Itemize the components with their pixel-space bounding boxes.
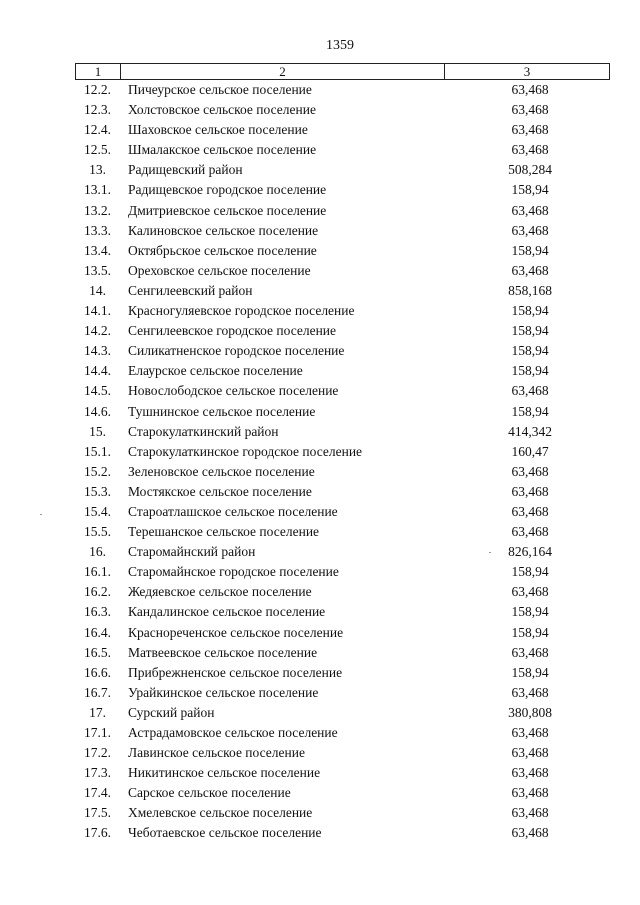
table-row	[75, 424, 610, 444]
municipality-name: Старокулаткинское городское поселение	[128, 443, 363, 459]
row-number: 14.1.	[84, 303, 111, 319]
row-number: 17.6.	[84, 825, 111, 841]
row-number: 12.4.	[84, 122, 111, 138]
amount-value: 63,468	[511, 222, 549, 238]
amount-value: 63,468	[511, 684, 549, 700]
table-row	[75, 645, 610, 665]
table-row	[75, 122, 610, 142]
amount-value: 63,468	[511, 524, 549, 540]
table-row	[75, 162, 610, 182]
amount-value: 158,94	[511, 604, 549, 620]
table-row	[75, 625, 610, 645]
amount-value: 63,468	[511, 262, 549, 278]
table-row	[75, 142, 610, 162]
table-row	[75, 323, 610, 343]
row-number: 14.2.	[84, 323, 111, 339]
municipality-name: Тушнинское сельское поселение	[128, 403, 316, 419]
table-row	[75, 444, 610, 464]
table-row	[75, 665, 610, 685]
municipality-name: Старомайнский район	[128, 544, 256, 560]
row-number: 16.1.	[84, 564, 111, 580]
amount-value: 380,808	[508, 704, 552, 720]
row-number: 12.2.	[84, 82, 111, 97]
row-number: 14.4.	[84, 363, 111, 379]
table-row	[75, 243, 610, 263]
municipality-name: Новослободское сельское поселение	[128, 383, 339, 399]
row-number: 13.1.	[84, 182, 111, 198]
municipality-name: Шаховское сельское поселение	[128, 122, 308, 138]
municipality-name: Холстовское сельское поселение	[128, 102, 316, 118]
table-row	[75, 363, 610, 383]
amount-value: 160,47	[511, 443, 549, 459]
table-row	[75, 825, 610, 845]
amount-value: 63,468	[511, 82, 549, 97]
row-number: 15.1.	[84, 443, 111, 459]
row-number: 15.	[89, 423, 106, 439]
row-number: 17.1.	[84, 725, 111, 740]
amount-value: 63,468	[511, 805, 549, 821]
municipality-name: Краснореченское сельское поселение	[128, 624, 344, 640]
row-number: 16.2.	[84, 584, 111, 600]
amount-value: 858,168	[508, 282, 552, 298]
municipality-name: Сенгилеевский район	[128, 282, 253, 298]
amount-value: 63,468	[511, 584, 549, 600]
amount-value: 158,94	[511, 343, 549, 359]
municipality-name: Елаурское сельское поселение	[128, 363, 303, 379]
amount-value: 158,94	[511, 242, 549, 258]
row-number: 12.5.	[84, 142, 111, 158]
table-row	[75, 785, 610, 805]
amount-value: 158,94	[511, 303, 549, 319]
row-number: 16.	[89, 544, 106, 560]
municipality-name: Никитинское сельское поселение	[128, 765, 321, 781]
municipality-name: Жедяевское сельское поселение	[128, 584, 312, 600]
municipality-name: Зеленовское сельское поселение	[128, 463, 315, 479]
table-row	[75, 82, 610, 102]
row-number: 17.	[89, 704, 106, 720]
row-number: 14.	[89, 282, 106, 298]
row-number: 14.5.	[84, 383, 111, 399]
row-number: 14.3.	[84, 343, 111, 359]
municipality-name: Силикатненское городское поселение	[128, 343, 345, 359]
amount-value: 63,468	[511, 202, 549, 218]
row-number: 13.5.	[84, 262, 111, 278]
page-number: 1359	[326, 38, 354, 53]
row-number: 16.7.	[84, 684, 111, 700]
amount-value: 63,468	[511, 503, 549, 519]
allocation-table	[75, 63, 610, 846]
municipality-name: Сурский район	[128, 704, 215, 720]
row-number: 16.6.	[84, 664, 111, 680]
amount-value: 158,94	[511, 624, 549, 640]
table-row	[75, 182, 610, 202]
table-row	[75, 604, 610, 624]
table-header	[75, 63, 610, 80]
municipality-name: Староатлашское сельское поселение	[128, 503, 338, 519]
row-number: 13.2.	[84, 202, 111, 218]
table-row	[75, 484, 610, 504]
table-row	[75, 464, 610, 484]
municipality-name: Лавинское сельское поселение	[128, 745, 305, 761]
table-row	[75, 223, 610, 243]
scan-speck	[489, 552, 491, 553]
table-row	[75, 102, 610, 122]
table-row	[75, 725, 610, 745]
municipality-name: Шмалакское сельское поселение	[128, 142, 317, 158]
table-row	[75, 263, 610, 283]
municipality-name: Урайкинское сельское поселение	[128, 684, 319, 700]
municipality-name: Сенгилеевское городское поселение	[128, 323, 337, 339]
table-row	[75, 524, 610, 544]
table-row	[75, 765, 610, 785]
table-row	[75, 504, 610, 524]
amount-value: 158,94	[511, 182, 549, 198]
table-row	[75, 584, 610, 604]
header-col-2: 2	[120, 64, 444, 79]
table-row	[75, 404, 610, 424]
row-number: 15.5.	[84, 524, 111, 540]
municipality-name: Дмитриевское сельское поселение	[128, 202, 327, 218]
amount-value: 414,342	[508, 423, 552, 439]
municipality-name: Терешанское сельское поселение	[128, 524, 320, 540]
municipality-name: Матвеевское сельское поселение	[128, 644, 318, 660]
table-row	[75, 203, 610, 223]
header-col-1: 1	[75, 64, 120, 79]
municipality-name: Радищевский район	[128, 162, 243, 178]
table-row	[75, 705, 610, 725]
municipality-name: Пичеурское сельское поселение	[128, 82, 312, 97]
row-number: 17.4.	[84, 785, 111, 801]
row-number: 16.4.	[84, 624, 111, 640]
amount-value: 63,468	[511, 463, 549, 479]
row-number: 16.5.	[84, 644, 111, 660]
amount-value: 158,94	[511, 664, 549, 680]
amount-value: 158,94	[511, 564, 549, 580]
amount-value: 158,94	[511, 363, 549, 379]
municipality-name: Старомайнское городское поселение	[128, 564, 339, 580]
row-number: 12.3.	[84, 102, 111, 118]
municipality-name: Хмелевское сельское поселение	[128, 805, 313, 821]
row-number: 16.3.	[84, 604, 111, 620]
row-number: 17.2.	[84, 745, 111, 761]
municipality-name: Астрадамовское сельское поселение	[128, 725, 338, 740]
table-row	[75, 283, 610, 303]
row-number: 15.2.	[84, 463, 111, 479]
amount-value: 63,468	[511, 122, 549, 138]
amount-value: 63,468	[511, 825, 549, 841]
row-number: 15.3.	[84, 483, 111, 499]
municipality-name: Чеботаевское сельское поселение	[128, 825, 322, 841]
table-row	[75, 303, 610, 323]
header-col-3: 3	[444, 64, 610, 79]
amount-value: 63,468	[511, 383, 549, 399]
municipality-name: Старокулаткинский район	[128, 423, 279, 439]
table-row	[75, 685, 610, 705]
row-number: 17.3.	[84, 765, 111, 781]
municipality-name: Ореховское сельское поселение	[128, 262, 311, 278]
table-row	[75, 805, 610, 825]
municipality-name: Мостякское сельское поселение	[128, 483, 312, 499]
table-row	[75, 383, 610, 403]
municipality-name: Кандалинское сельское поселение	[128, 604, 326, 620]
amount-value: 63,468	[511, 644, 549, 660]
table-row	[75, 745, 610, 765]
amount-value: 63,468	[511, 765, 549, 781]
municipality-name: Красногуляевское городское поселение	[128, 303, 355, 319]
row-number: 15.4.	[84, 503, 111, 519]
municipality-name: Прибрежненское сельское поселение	[128, 664, 343, 680]
amount-value: 63,468	[511, 725, 549, 740]
amount-value: 63,468	[511, 785, 549, 801]
amount-value: 63,468	[511, 102, 549, 118]
table-row	[75, 343, 610, 363]
table-row	[75, 544, 610, 564]
table-row	[75, 564, 610, 584]
amount-value: 826,164	[508, 544, 552, 560]
scan-speck	[40, 514, 42, 515]
amount-value: 158,94	[511, 403, 549, 419]
row-number: 13.4.	[84, 242, 111, 258]
amount-value: 63,468	[511, 745, 549, 761]
row-number: 14.6.	[84, 403, 111, 419]
municipality-name: Сарское сельское поселение	[128, 785, 291, 801]
row-number: 17.5.	[84, 805, 111, 821]
amount-value: 63,468	[511, 483, 549, 499]
municipality-name: Калиновское сельское поселение	[128, 222, 319, 238]
amount-value: 508,284	[508, 162, 552, 178]
row-number: 13.3.	[84, 222, 111, 238]
row-number: 13.	[89, 162, 106, 178]
amount-value: 63,468	[511, 142, 549, 158]
municipality-name: Октябрьское сельское поселение	[128, 242, 317, 258]
amount-value: 158,94	[511, 323, 549, 339]
municipality-name: Радищевское городское поселение	[128, 182, 327, 198]
table-body	[75, 82, 610, 846]
